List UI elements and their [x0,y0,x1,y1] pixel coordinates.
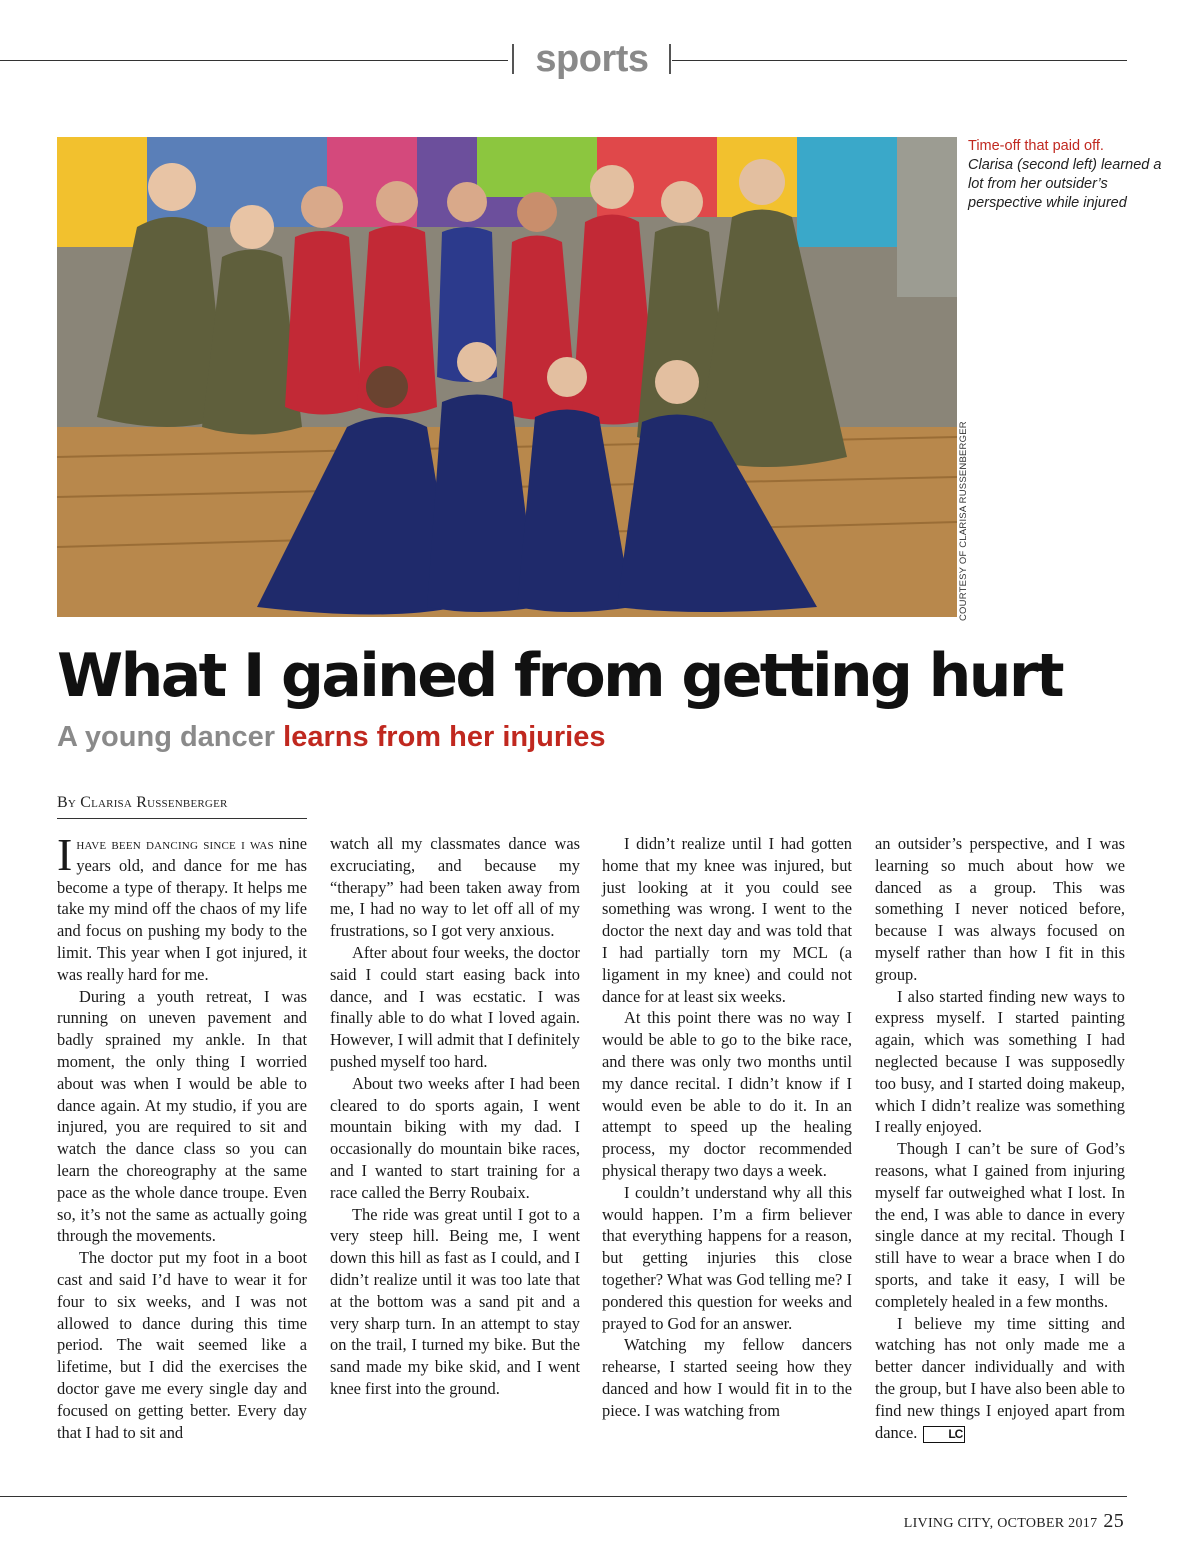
paragraph: an outsider’s perspective, and I was learning so much about how we danced as a group. This was something I never noticed before, because I was always focused on myself rather than how I fit in this group. [875,834,1125,984]
group-photo [57,137,957,617]
paragraph: I didn’t realize until I had gotten home that my knee was injured, but just looking at it you could see something was wrong. I went to the doctor the next day and was told that I had partially torn my MCL (a ligament in my knee) and could not dance for at least six weeks. [602,834,852,1006]
paragraph: The doctor put my foot in a boot cast and said I’d have to wear it for four to six weeks, and I was not allowed to dance during this time period. The wait seemed like a lifetime, but I did the exercises the doctor gave me every single day and focused on getting better. Every day that I had to sit and [57,1248,307,1442]
paragraph: Though I can’t be sure of God’s reasons, what I gained from injuring myself far outweighed what I lost. In the end, I was able to dance in every single dance at my recital. Though I still have to wear a brace when I do sports, and take it easy, I will be completely healed in a few months. [875,1139,1125,1311]
subhead-gray: A young dancer [57,721,276,753]
photo-credit-text: COURTESY OF CLARISA RUSSENBERGER [958,421,969,621]
article-column-2 [330,833,580,1488]
subhead-red: learns from her injuries [283,721,606,753]
photo-caption [968,137,1168,213]
header-divider-left [512,44,514,74]
photo-credit [958,421,972,621]
footer-rule [0,1496,1127,1497]
byline-rule [57,818,307,819]
caption-lead: Time-off that paid off. [968,138,1104,154]
publication-name: LIVING CITY, OCTOBER 2017 [903,1516,1098,1531]
subhead [57,717,1157,757]
paragraph: watch all my classmates dance was excruciating, and because my “therapy” had been taken away from me, I had no way to let off all of my frustrations, so I got very anxious. [330,834,580,941]
article-column-4 [875,833,1125,1488]
end-mark-logo: LC [923,1426,965,1443]
page-number: 25 [1103,1510,1124,1532]
section-header [0,40,1200,80]
header-divider-right [669,44,671,74]
caption-body: Clarisa (second left) learned a lot from her outsider’s perspective while injured [968,157,1162,211]
article-column-3 [602,833,852,1488]
section-label: sports [535,38,649,80]
paragraph: I also started finding new ways to express myself. I started painting again, which was something I had neglected because I was supposedly too busy, and I started doing makeup, which I didn’t realize was something I really enjoyed. [875,986,1125,1137]
dancers-illustration [57,137,957,617]
drop-cap: I [57,829,73,880]
paragraph [875,1313,1125,1444]
paragraph: I couldn’t understand why all this would happen. I’m a firm believer that everything happens for a reason, but getting injuries this close together? What was God telling me? I pondered this question for weeks and prayed to God for an answer. [602,1182,852,1333]
paragraph: After about four weeks, the doctor said I could start easing back into dance, and I was ecstatic. I was finally able to do what I loved again. However, I will admit that I definitely pushed myself too hard. [330,942,580,1071]
header-rule-left [0,60,508,61]
byline: By Clarisa Russenberger [57,794,228,811]
page-footer [904,1510,1124,1533]
article-column-1 [57,829,307,1488]
paragraph-text: nine years old, and dance for me has become a type of therapy. It helps me take my mind off the chaos of my life and focus on pushing my body to the limit. This year when I got injured, it was really hard for me. [57,834,307,984]
lead-in: have been dancing since i was [76,834,274,853]
paragraph: The ride was great until I got to a very steep hill. Being me, I went down this hill as fast as I could, and I didn’t realize until it was too late that at the bottom was a sand pit and a very sharp turn. In an attempt to stay on the trail, I turned my bike. But the sand made my bike skid, and I went knee first into the ground. [330,1204,580,1398]
paragraph: About two weeks after I had been cleared to do sports again, I went mountain biking with my dad. I occasionally do mountain bike races, and I wanted to start training for a race called the Berry Roubaix. [330,1073,580,1202]
headline: What I gained from getting hurt [57,641,1062,711]
paragraph-text: I believe my time sitting and watching has not only made me a better dancer individually and with the group, but I have also been able to find new things I enjoyed apart from dance. [875,1313,1125,1442]
paragraph: At this point there was no way I would be able to go to the bike race, and there was only two months until my dance recital. I didn’t know if I would even be able to do it. In an attempt to speed up the healing process, my doctor recommended physical therapy two days a week. [602,1008,852,1180]
paragraph [57,829,307,986]
paragraph: During a youth retreat, I was running on uneven pavement and badly sprained my ankle. In that moment, the only thing I worried about was when I would be able to dance again. At my studio, if you are injured, you are required to sit and watch the dance class so you can learn the choreography at the same pace as the whole dance troupe. Even so, it’s not the same as actually going through the movements. [57,986,307,1246]
paragraph: Watching my fellow dancers rehearse, I started seeing how they danced and how I would fit in to the piece. I was watching from [602,1335,852,1420]
header-rule-right [672,60,1127,61]
